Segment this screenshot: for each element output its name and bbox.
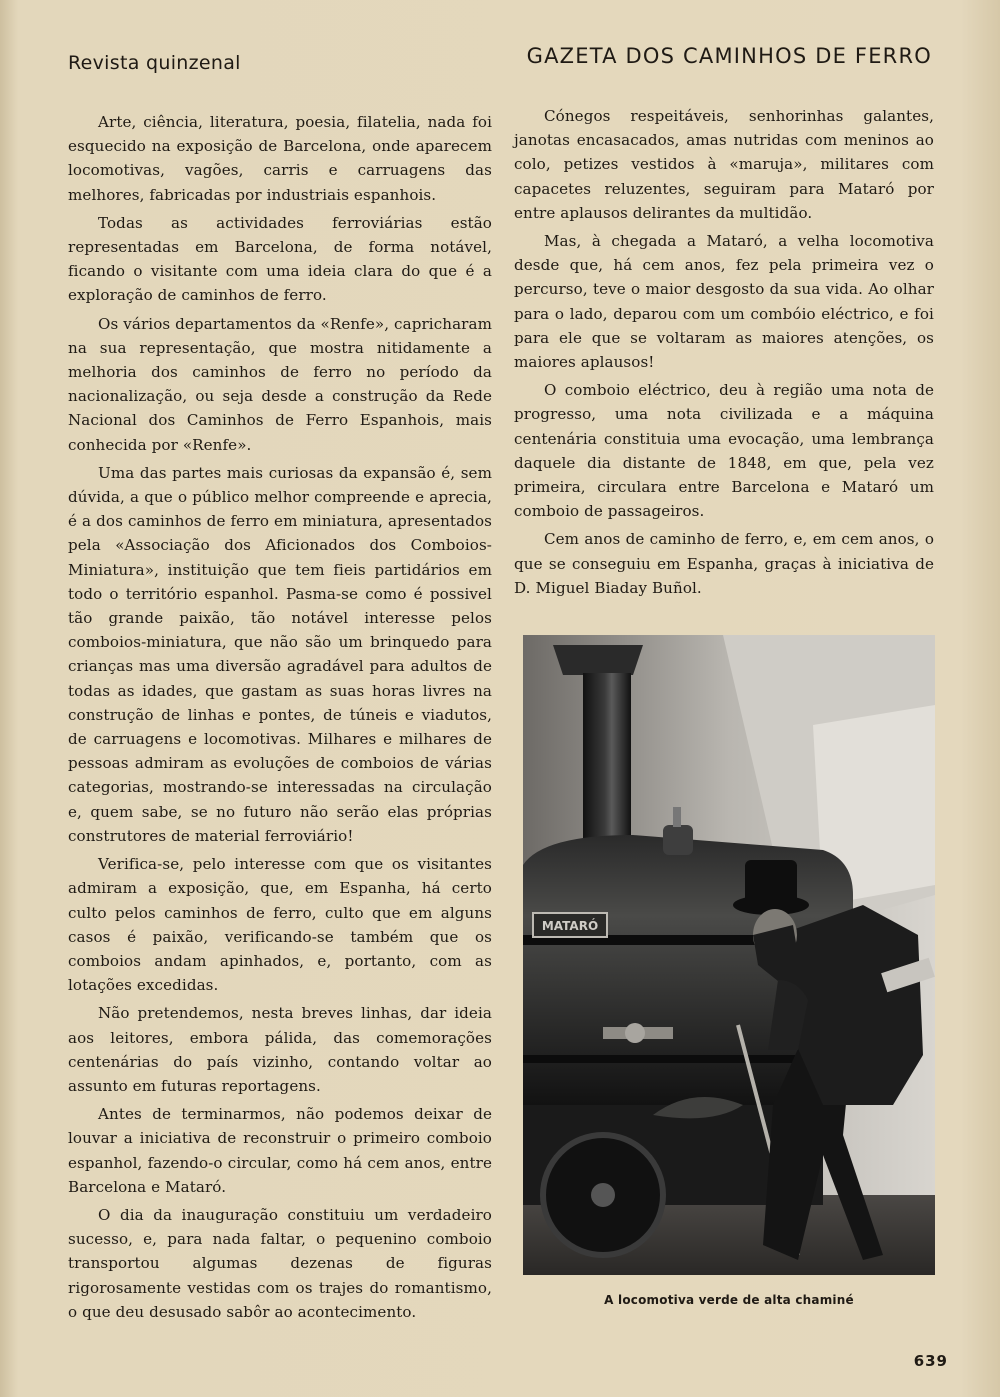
paragraph: Uma das partes mais curiosas da expansão é, sem dúvida, a que o público melhor compreende e aprecia, é a dos caminhos de ferro em miniatura, apresentados pela «Associação dos Aficionados dos Comboios-Miniatura», instituição que tem fieis partidários em todo o território espanhol. Pasma-se como é possivel tão grande paixão, tão notável interesse pelos comboios-miniatura, que não são um brinquedo para crianças mas uma diversão agradável para adultos de todas as idades, que gastam as suas horas livres na construção de linhas e pontes, de túneis e viadutos, de carruagens e locomotivas. Milhares e milhares de pessoas admiram as evoluções de comboios de várias categorias, mostrando-se interessadas na circulação e, quem sabe, se no futuro não serão elas próprias construtores de material ferroviário! — [68, 463, 492, 845]
header-magazine-title: GAZETA DOS CAMINHOS DE FERRO — [526, 44, 932, 68]
page-number: 639 — [913, 1352, 948, 1370]
paragraph: Verifica-se, pelo interesse com que os visitantes admiram a exposição, que, em Espanha, há certo culto pelos caminhos de ferro, culto que em alguns casos é paixão, verificando-se também que os comboios andam apinhados, e, portanto, com as lotações excedidas. — [68, 855, 492, 995]
paragraph: Não pretendemos, nesta breves linhas, dar ideia aos leitores, embora pálida, das comemorações centenárias do país vizinho, contando voltar ao assunto em futuras reportagens. — [68, 1004, 492, 1095]
paragraph: Arte, ciência, literatura, poesia, filatelia, nada foi esquecido na exposição de Barcelona, onde aparecem locomotivas, vagões, carris e carruagens das melhores, fabricadas por industriais espanhois. — [68, 113, 492, 204]
paragraph: Antes de terminarmos, não podemos deixar de louvar a iniciativa de reconstruir o primeiro comboio espanhol, fazendo-o circular, como há cem anos, entre Barcelona e Mataró. — [68, 1105, 492, 1196]
paragraph: Cónegos respeitáveis, senhorinhas galantes, janotas encasacados, amas nutridas com meninos ao colo, petizes vestidos à «maruja», militares com capacetes reluzentes, seguiram para Mataró por entre aplausos delirantes da multidão. — [514, 107, 934, 222]
paragraph: Os vários departamentos da «Renfe», capricharam na sua representação, que mostra nitidamente a melhoria dos caminhos de ferro no período da nacionalização, ou seja desde a construção da Rede Nacional dos Caminhos de Ferro Espanhois, mais conhecida por «Renfe». — [68, 314, 492, 454]
paragraph: O dia da inauguração constituiu um verdadeiro sucesso, e, para nada faltar, o pequenino comboio transportou algumas dezenas de figuras rigorosamente vestidas com os trajes do romantismo, o que deu desusado sabôr ao acontecimento. — [68, 1205, 492, 1321]
photo-caption: A locomotiva verde de alta chaminé — [604, 1293, 854, 1307]
locomotive-nameplate: MATARÓ — [541, 919, 599, 933]
article-column-left — [68, 110, 492, 1328]
article-column-right — [514, 104, 934, 604]
locomotive-photo — [523, 635, 935, 1275]
paragraph: O comboio eléctrico, deu à região uma nota de progresso, uma nota civilizada e a máquina centenária constituia uma evocação, uma lembrança daquele dia distante de 1848, em que, pela vez primeira, circulara entre Barcelona e Mataró um comboio de passageiros. — [514, 381, 934, 521]
locomotive-illustration — [523, 635, 935, 1275]
paragraph: Mas, à chegada a Mataró, a velha locomotiva desde que, há cem anos, fez pela primeira vez o percurso, teve o maior desgosto da sua vida. Ao olhar para o lado, deparou com um combóio eléctrico, e foi para ele que se voltaram as maiores atenções, os maiores aplausos! — [514, 232, 934, 372]
paragraph: Cem anos de caminho de ferro, e, em cem anos, o que se conseguiu em Espanha, graças à iniciativa de D. Miguel Biaday Buñol. — [514, 530, 934, 597]
paragraph: Todas as actividades ferroviárias estão representadas em Barcelona, de forma notável, ficando o visitante com uma ideia clara do que é a exploração de caminhos de ferro. — [68, 213, 492, 305]
header-publication-frequency: Revista quinzenal — [68, 52, 241, 74]
